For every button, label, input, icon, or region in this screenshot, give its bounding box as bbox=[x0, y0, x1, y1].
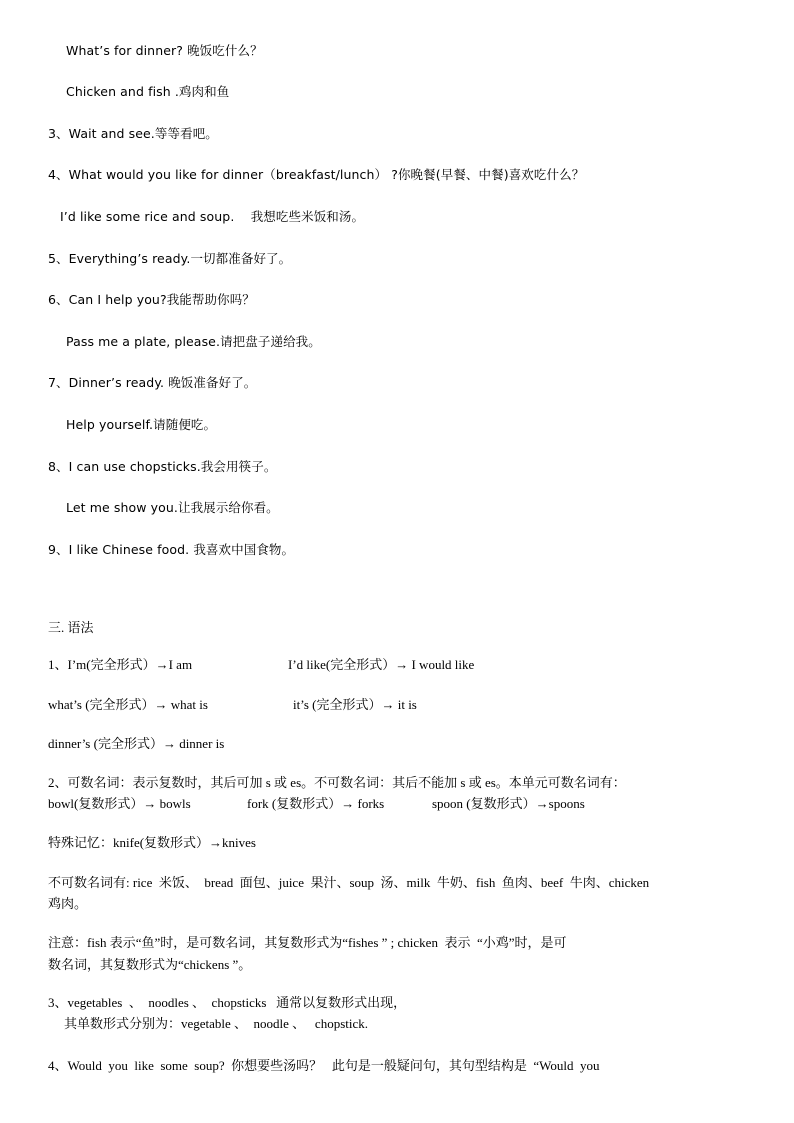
grammar-line-1a: 1、I’m(完全形式）→I am bbox=[48, 657, 193, 672]
grammar-line-6: 特殊记忆：knife(复数形式）→knives bbox=[48, 835, 256, 850]
phrase-line-7: 6、Can I help you?我能帮助你吗？ bbox=[48, 292, 255, 307]
phrase-line-10: Help yourself.请随便吃。 bbox=[66, 417, 217, 432]
phrase-line-8: Pass me a plate, please.请把盘子递给我。 bbox=[66, 334, 321, 349]
grammar-line-2a: what’s (完全形式）→ what is bbox=[48, 697, 208, 712]
grammar-line-13: 4、Would you like some soup? 你想要些汤吗？ 此句是一般疑问句，其句型结构是 “Would you bbox=[48, 1058, 600, 1073]
phrase-line-4: 4、What would you like for dinner（breakfast/lunch） ?你晚餐(早餐、中餐)喜欢吃什么？ bbox=[48, 167, 585, 182]
grammar-line-11: 3、vegetables 、 noodles 、 chopsticks 通常以复数形式出现， bbox=[48, 995, 407, 1010]
grammar-line-9: 注意：fish 表示“鱼”时，是可数名词，其复数形式为“fishes ” ; chicken 表示 “小鸡”时，是可 bbox=[48, 935, 567, 950]
grammar-line-8: 鸡肉。 bbox=[48, 896, 88, 911]
grammar-line-1b: I’d like(完全形式）→ I would like bbox=[288, 657, 475, 672]
grammar-line-7: 不可数名词有: rice 米饭、 bread 面包、juice 果汁、soup 汤、milk 牛奶、fish 鱼肉、beef 牛肉、chicken bbox=[48, 875, 650, 890]
phrase-line-1: What’s for dinner? 晚饭吃什么？ bbox=[66, 43, 263, 58]
phrase-line-2: Chicken and fish .鸡肉和鱼 bbox=[66, 84, 230, 99]
grammar-line-12: 其单数形式分别为：vegetable 、 noodle 、 chopstick. bbox=[64, 1016, 369, 1031]
grammar-line-5a: bowl(复数形式）→ bowls bbox=[48, 796, 191, 811]
grammar-line-5c: spoon (复数形式）→spoons bbox=[432, 796, 585, 811]
phrase-line-6: 5、Everything’s ready.一切都准备好了。 bbox=[48, 251, 292, 266]
phrase-line-13: 9、I like Chinese food. 我喜欢中国食物。 bbox=[48, 542, 295, 557]
grammar-line-10: 数名词，其复数形式为“chickens ”。 bbox=[48, 957, 252, 972]
section-heading: 三. 语法 bbox=[48, 620, 94, 635]
phrase-line-11: 8、I can use chopsticks.我会用筷子。 bbox=[48, 459, 277, 474]
phrase-line-12: Let me show you.让我展示给你看。 bbox=[66, 500, 279, 515]
grammar-line-3: dinner’s (完全形式）→ dinner is bbox=[48, 736, 225, 751]
phrase-line-9: 7、Dinner’s ready. 晚饭准备好了。 bbox=[48, 375, 257, 390]
phrase-line-3: 3、Wait and see.等等看吧。 bbox=[48, 126, 218, 141]
phrase-line-5: I’d like some rice and soup. 我想吃些米饭和汤。 bbox=[60, 209, 365, 224]
grammar-line-2b: it’s (完全形式）→ it is bbox=[293, 697, 417, 712]
grammar-line-5b: fork (复数形式）→ forks bbox=[247, 796, 385, 811]
grammar-line-4: 2、可数名词：表示复数时，其后可加 s 或 es。不可数名词：其后不能加 s 或 es。本单元可数名词有： bbox=[48, 775, 626, 790]
